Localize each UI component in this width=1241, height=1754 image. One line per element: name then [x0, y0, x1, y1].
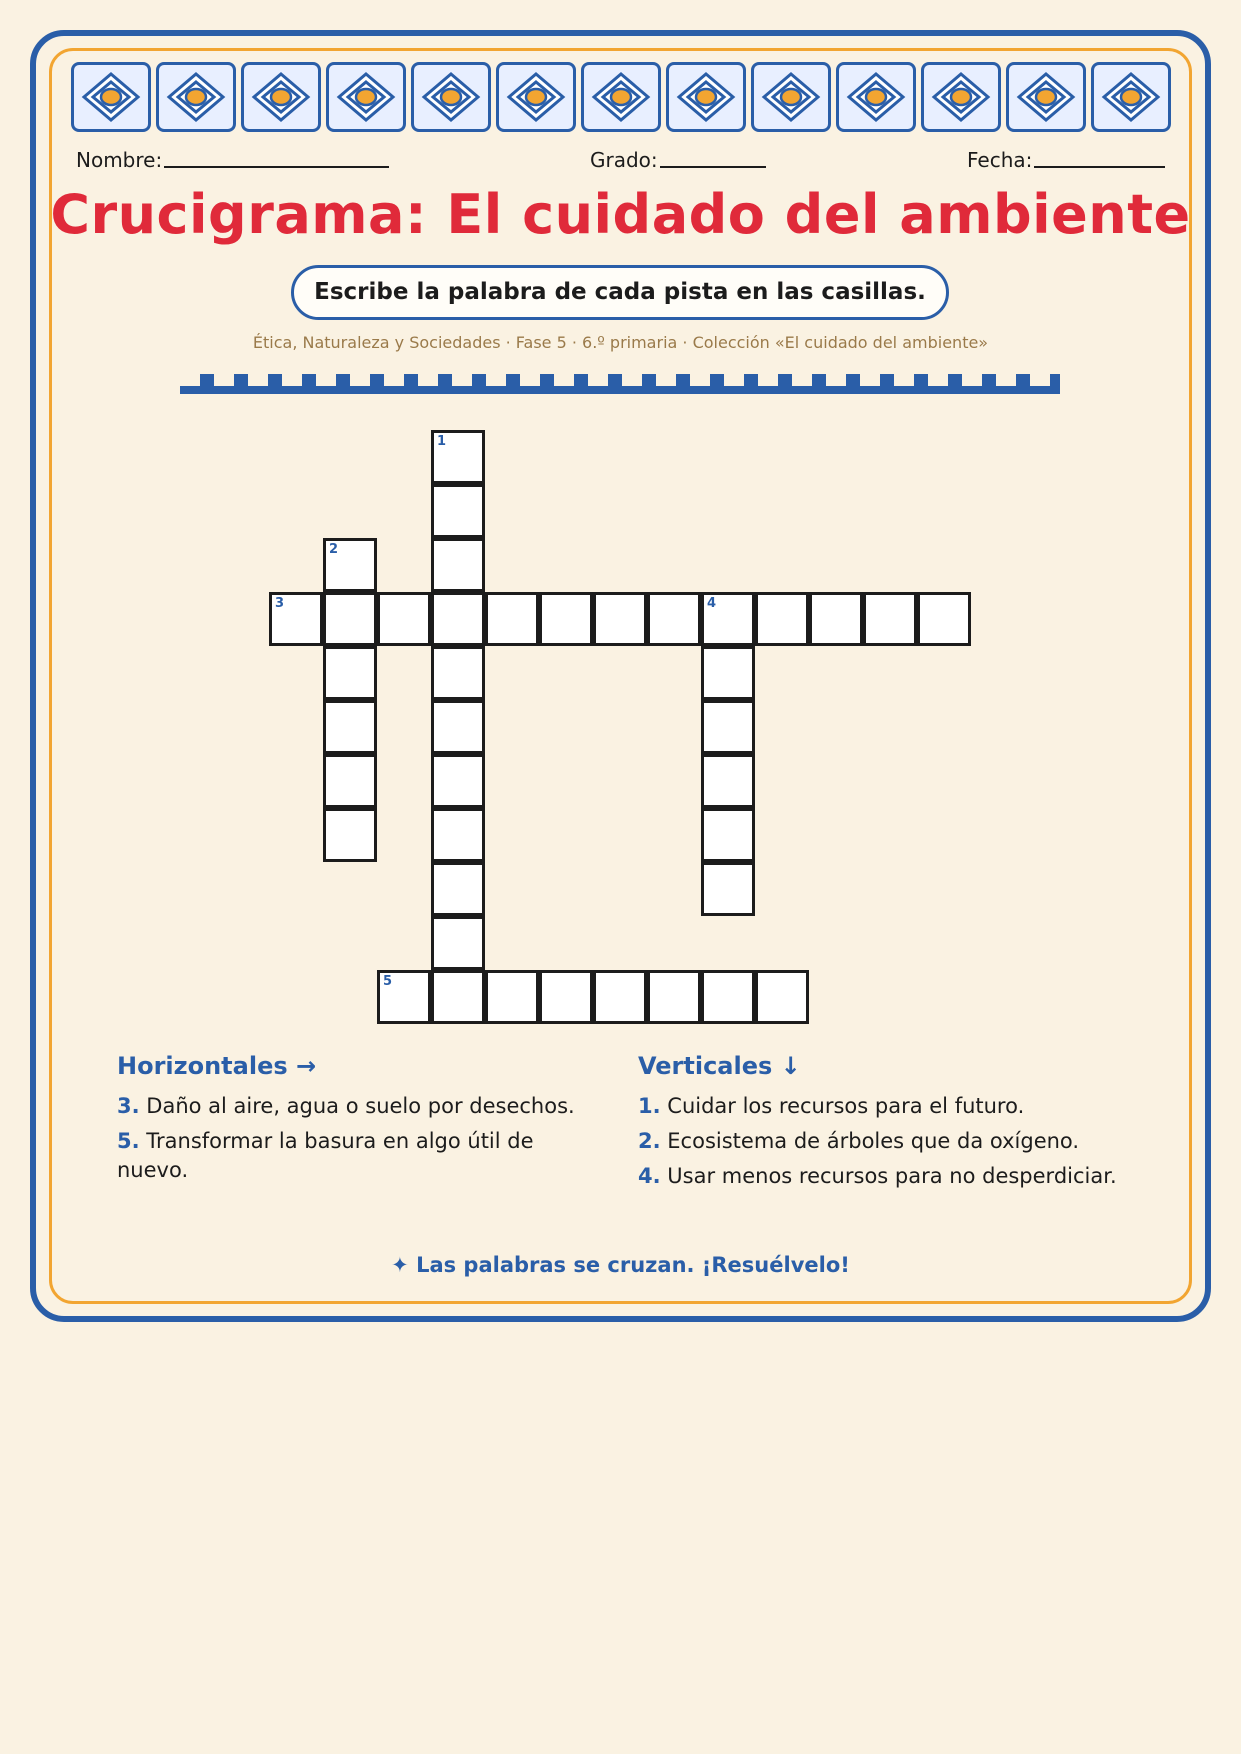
down-clues: [638, 1052, 1118, 1197]
crossword-cell[interactable]: [323, 700, 377, 754]
crossword-cell[interactable]: [863, 592, 917, 646]
grado-label: Grado:: [590, 148, 658, 172]
decor-tile: [156, 62, 236, 132]
decor-tile: [1091, 62, 1171, 132]
grado-line[interactable]: [660, 166, 766, 168]
crossword-cell[interactable]: [917, 592, 971, 646]
crossword-cell[interactable]: [323, 592, 377, 646]
fecha-label: Fecha:: [967, 148, 1033, 172]
crossword-cell[interactable]: [701, 808, 755, 862]
crossword-cell[interactable]: [431, 700, 485, 754]
crossword-cell[interactable]: [431, 970, 485, 1024]
clue-down-4: 4. Usar menos recursos para no desperdiciar.: [638, 1164, 1117, 1188]
crossword-cell[interactable]: [431, 592, 485, 646]
crossword-cell[interactable]: [539, 970, 593, 1024]
checker-border-decoration: [180, 372, 1060, 396]
crossword-cell[interactable]: [431, 862, 485, 916]
crossword-cell[interactable]: [431, 484, 485, 538]
diamond-icon: [761, 71, 821, 123]
crossword-cell[interactable]: [431, 430, 485, 484]
footer-note: ✦ Las palabras se cruzan. ¡Resuélvelo!: [391, 1253, 850, 1277]
crossword-cell[interactable]: [647, 592, 701, 646]
diamond-icon: [166, 71, 226, 123]
diamond-icon: [251, 71, 311, 123]
across-clues: [117, 1052, 597, 1191]
crossword-cell[interactable]: [593, 970, 647, 1024]
crossword-cell[interactable]: [431, 538, 485, 592]
crossword-cell[interactable]: [755, 592, 809, 646]
cell-number: 4: [707, 596, 717, 611]
subtitle: Ética, Naturaleza y Sociedades · Fase 5 · 6.º primaria · Colección «El cuidado del ambiente»: [252, 333, 989, 352]
crossword-cell[interactable]: [647, 970, 701, 1024]
cell-number: 1: [437, 434, 447, 449]
clue-down-2: 2. Ecosistema de árboles que da oxígeno.: [638, 1129, 1080, 1153]
clue-down-1: 1. Cuidar los recursos para el futuro.: [638, 1094, 1025, 1118]
crossword-cell[interactable]: [431, 754, 485, 808]
cell-number: 2: [329, 542, 339, 557]
decor-tile: [411, 62, 491, 132]
decor-tile: [581, 62, 661, 132]
across-clues-title: Horizontales →: [117, 1052, 317, 1080]
crossword-cell[interactable]: [323, 808, 377, 862]
decor-tile: [241, 62, 321, 132]
diamond-icon: [1101, 71, 1161, 123]
diamond-icon: [931, 71, 991, 123]
crossword-cell[interactable]: [323, 754, 377, 808]
crossword-cell[interactable]: [701, 862, 755, 916]
crossword-cell[interactable]: [809, 592, 863, 646]
diamond-icon: [1016, 71, 1076, 123]
nombre-label: Nombre:: [76, 148, 163, 172]
crossword-cell[interactable]: [431, 808, 485, 862]
clue-across-5: 5. Transformar la basura en algo útil de nuevo.: [117, 1129, 534, 1182]
cell-number: 3: [275, 596, 285, 611]
decor-tile: [666, 62, 746, 132]
crossword-cell[interactable]: [701, 970, 755, 1024]
diamond-icon: [506, 71, 566, 123]
crossword-cell[interactable]: [701, 754, 755, 808]
crossword-cell[interactable]: [377, 592, 431, 646]
crossword-cell[interactable]: [539, 592, 593, 646]
clue-across-3: 3. Daño al aire, agua o suelo por desechos.: [117, 1094, 575, 1118]
diamond-icon: [336, 71, 396, 123]
diamond-icon: [421, 71, 481, 123]
crossword-cell[interactable]: [485, 970, 539, 1024]
diamond-icon: [591, 71, 651, 123]
decorative-tile-band: [71, 62, 1171, 132]
cell-number: 5: [383, 974, 393, 989]
diamond-icon: [676, 71, 736, 123]
diamond-icon: [81, 71, 141, 123]
crossword-cell[interactable]: [701, 592, 755, 646]
decor-tile: [751, 62, 831, 132]
crossword-cell[interactable]: [701, 646, 755, 700]
decor-tile: [836, 62, 916, 132]
crossword-cell[interactable]: [323, 646, 377, 700]
decor-tile: [326, 62, 406, 132]
crossword-cell[interactable]: [431, 916, 485, 970]
diamond-icon: [846, 71, 906, 123]
down-clues-title: Verticales ↓: [638, 1052, 801, 1080]
instruction-pill: Escribe la palabra de cada pista en las casillas.: [291, 265, 949, 320]
crossword-cell[interactable]: [377, 970, 431, 1024]
decor-tile: [71, 62, 151, 132]
page-title: Crucigrama: El cuidado del ambiente: [50, 183, 1191, 246]
crossword-cell[interactable]: [431, 646, 485, 700]
decor-tile: [921, 62, 1001, 132]
crossword-cell[interactable]: [701, 700, 755, 754]
crossword-cell[interactable]: [269, 592, 323, 646]
crossword-cell[interactable]: [755, 970, 809, 1024]
crossword-cell[interactable]: [323, 538, 377, 592]
decor-tile: [496, 62, 576, 132]
decor-tile: [1006, 62, 1086, 132]
nombre-line[interactable]: [164, 166, 389, 168]
crossword-cell[interactable]: [485, 592, 539, 646]
fecha-line[interactable]: [1034, 166, 1165, 168]
crossword-cell[interactable]: [593, 592, 647, 646]
